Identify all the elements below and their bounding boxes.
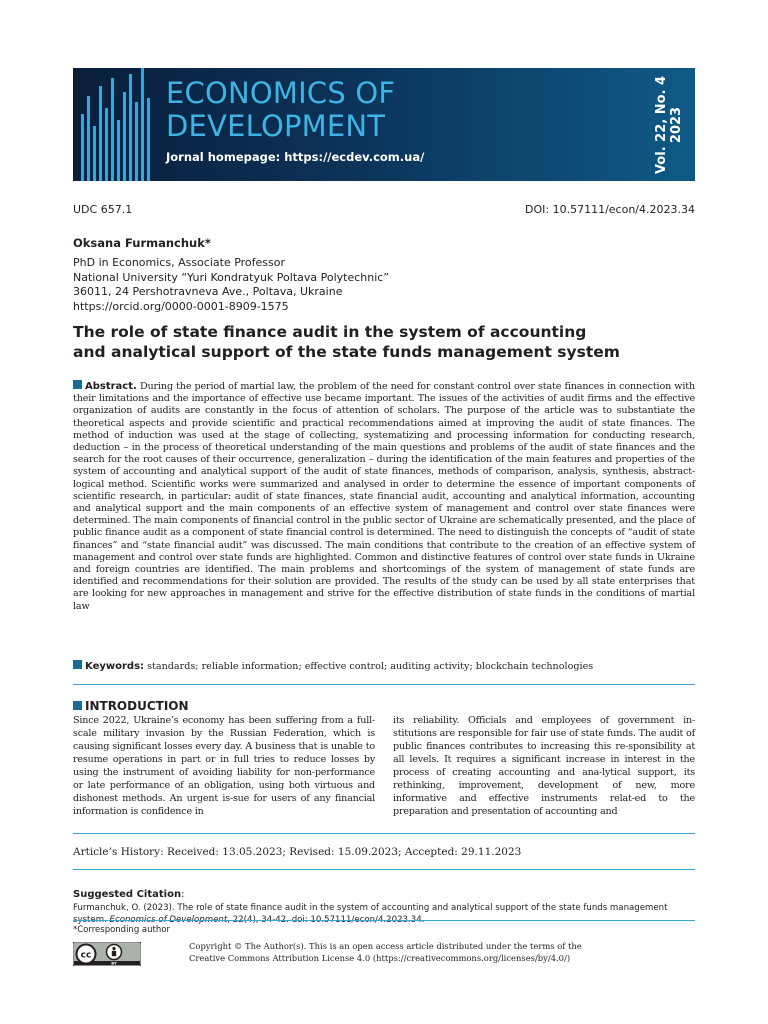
introduction-heading: [73, 699, 189, 713]
corresponding-author-note: *Corresponding author: [73, 925, 170, 935]
cc-by-license-icon[interactable]: [73, 942, 141, 966]
divider: [73, 684, 695, 685]
keywords: [73, 660, 695, 673]
paper-title-line: and analytical support of the state funds management system: [73, 343, 620, 361]
copyright-notice: [189, 941, 669, 964]
paper-title-line: The role of state finance audit in the system of accounting: [73, 323, 587, 341]
copyright-line: Copyright © The Author(s). This is an open access article distributed under the terms of the: [189, 941, 582, 951]
decorative-bar: [123, 92, 126, 181]
decorative-bar: [141, 68, 144, 181]
decorative-bar: [135, 102, 138, 181]
decorative-bar: [111, 78, 114, 181]
square-bullet-icon: [73, 701, 82, 710]
citation-text: [73, 903, 695, 926]
author-block: [73, 236, 633, 314]
volume-number: Vol. 22, No. 4: [654, 75, 669, 175]
journal-homepage-link[interactable]: Jornal homepage: https://ecdev.com.ua/: [166, 150, 425, 164]
abstract-text: During the period of martial law, the problem of the need for constant control over state finances in connection with their limitations and the importance of effective use became important. The issues of the activities of audit firms and the effective organization of audits are constantly in the focus of attention of scholars. The purpose of the article was to substantiate the theoretical aspects and provide scientific and practical recommendations aimed at improving the audit of state finances. The method of induction was used at the stage of collecting, systematizing and processing information for conducting research, deduction – in the process of theoretical understanding of the main questions and problems of the audit of state finances and the search for the root causes of their occurrence, generalization – during the identification of the main features and properties of the system of accounting and analytical support of the audit of state finances, methods of comparison, analysis, synthesis, abstract-logical method. Scientific works were summarized and analysed in order to determine the essence of important components of scientific research, in particular: audit of state finances, state financial audit, accounting and analytical information, accounting and analytical support and the main components of an effective system of management and control over state finances were determined. The main components of financial control in the public sector of Ukraine are schematically presented, and the place of public finance audit as a component of state financial control is determined. The need to distinguish the concepts of “audit of state finances” and “state financial audit” was discussed. The main conditions that contribute to the creation of an effective system of management and control over state funds are highlighted. Common and distinctive features of control over state funds in Ukraine and foreign countries are identified. The main problems and shortcomings of the system of management of state funds are identified and recommendations for their solution are provided. The results of the study can be used by all state enterprises that are looking for new approaches in management and strive for the effective distribution of state funds in the conditions of martial law: [73, 381, 695, 612]
keywords-text: standards; reliable information; effective control; auditing activity; blockchain technologies: [147, 661, 594, 672]
author-orcid-link[interactable]: https://orcid.org/0000-0001-8909-1575: [73, 299, 289, 313]
divider: [73, 920, 695, 921]
decorative-bar: [93, 126, 96, 181]
citation-label-colon: :: [181, 889, 185, 900]
decorative-bar: [129, 74, 132, 181]
doi-link[interactable]: DOI: 10.57111/econ/4.2023.34: [525, 203, 695, 216]
author-university: National University “Yuri Kondratyuk Poltava Polytechnic”: [73, 270, 390, 284]
author-name: Oksana Furmanchuk*: [73, 236, 211, 250]
author-address: 36011, 24 Pershotravneva Ave., Poltava, Ukraine: [73, 285, 343, 298]
introduction-column-right: its reliability. Officials and employees of government in-stitutions are responsible for fair use of state funds. The audit of public finances contributes to increasing this re-sponsibility at all levels. It requires a significant increase in interest in the process of creating accounting and ana-lytical support, its rethinking, improvement, development of new, more informative and effective instruments relat-ed to the preparation and presentation of accounting and: [393, 715, 695, 817]
introduction-column-left: Since 2022, Ukraine’s economy has been suffering from a full-scale military invasion by the Russian Federation, which is causing significant losses every day. A business that is unable to resume operations in part or in full tries to reduce losses by using the instrument of avoiding liability for non-performance or late performance of an obligation, using both virtuous and dishonest methods. An urgent is-sue for users of any financial information is confidence in: [73, 715, 375, 817]
volume-year: 2023: [669, 106, 684, 144]
divider: [73, 869, 695, 870]
citation-label: Suggested Citation: [73, 889, 182, 900]
abstract-label: Abstract.: [85, 381, 137, 392]
decorative-bar: [87, 96, 90, 181]
cc-badge-text: cc: [80, 950, 92, 961]
license-link[interactable]: Creative Commons Attribution License 4.0 (https://creativecommons.org/licenses/by/4.0/): [189, 952, 571, 963]
abstract: [73, 380, 695, 613]
journal-title-line: DEVELOPMENT: [166, 109, 386, 143]
author-degree: PhD in Economics, Associate Professor: [73, 256, 286, 269]
udc-code: UDC 657.1: [73, 203, 133, 216]
decorative-bars: [73, 68, 163, 181]
by-badge-text: BY: [111, 960, 117, 966]
citation-text-start: Furmanchuk, O. (2023). The role of state finance audit in the system of accounting and analytical support of the state funds management: [73, 903, 668, 913]
decorative-bar: [81, 114, 84, 181]
volume-issue: [649, 72, 689, 178]
journal-title-line: ECONOMICS OF: [166, 76, 396, 110]
divider: [73, 833, 695, 834]
paper-title: [73, 322, 673, 362]
introduction-heading-text: INTRODUCTION: [85, 699, 189, 713]
decorative-bar: [117, 120, 120, 181]
journal-title: [166, 77, 496, 143]
square-bullet-icon: [73, 380, 82, 389]
journal-banner: [73, 68, 695, 181]
keywords-label: Keywords:: [85, 661, 145, 672]
decorative-bar: [147, 98, 150, 181]
decorative-bar: [105, 108, 108, 181]
decorative-bar: [99, 86, 102, 181]
square-bullet-icon: [73, 660, 82, 669]
article-history: Article’s History: Received: 13.05.2023; Revised: 15.09.2023; Accepted: 29.11.2023: [73, 846, 522, 858]
